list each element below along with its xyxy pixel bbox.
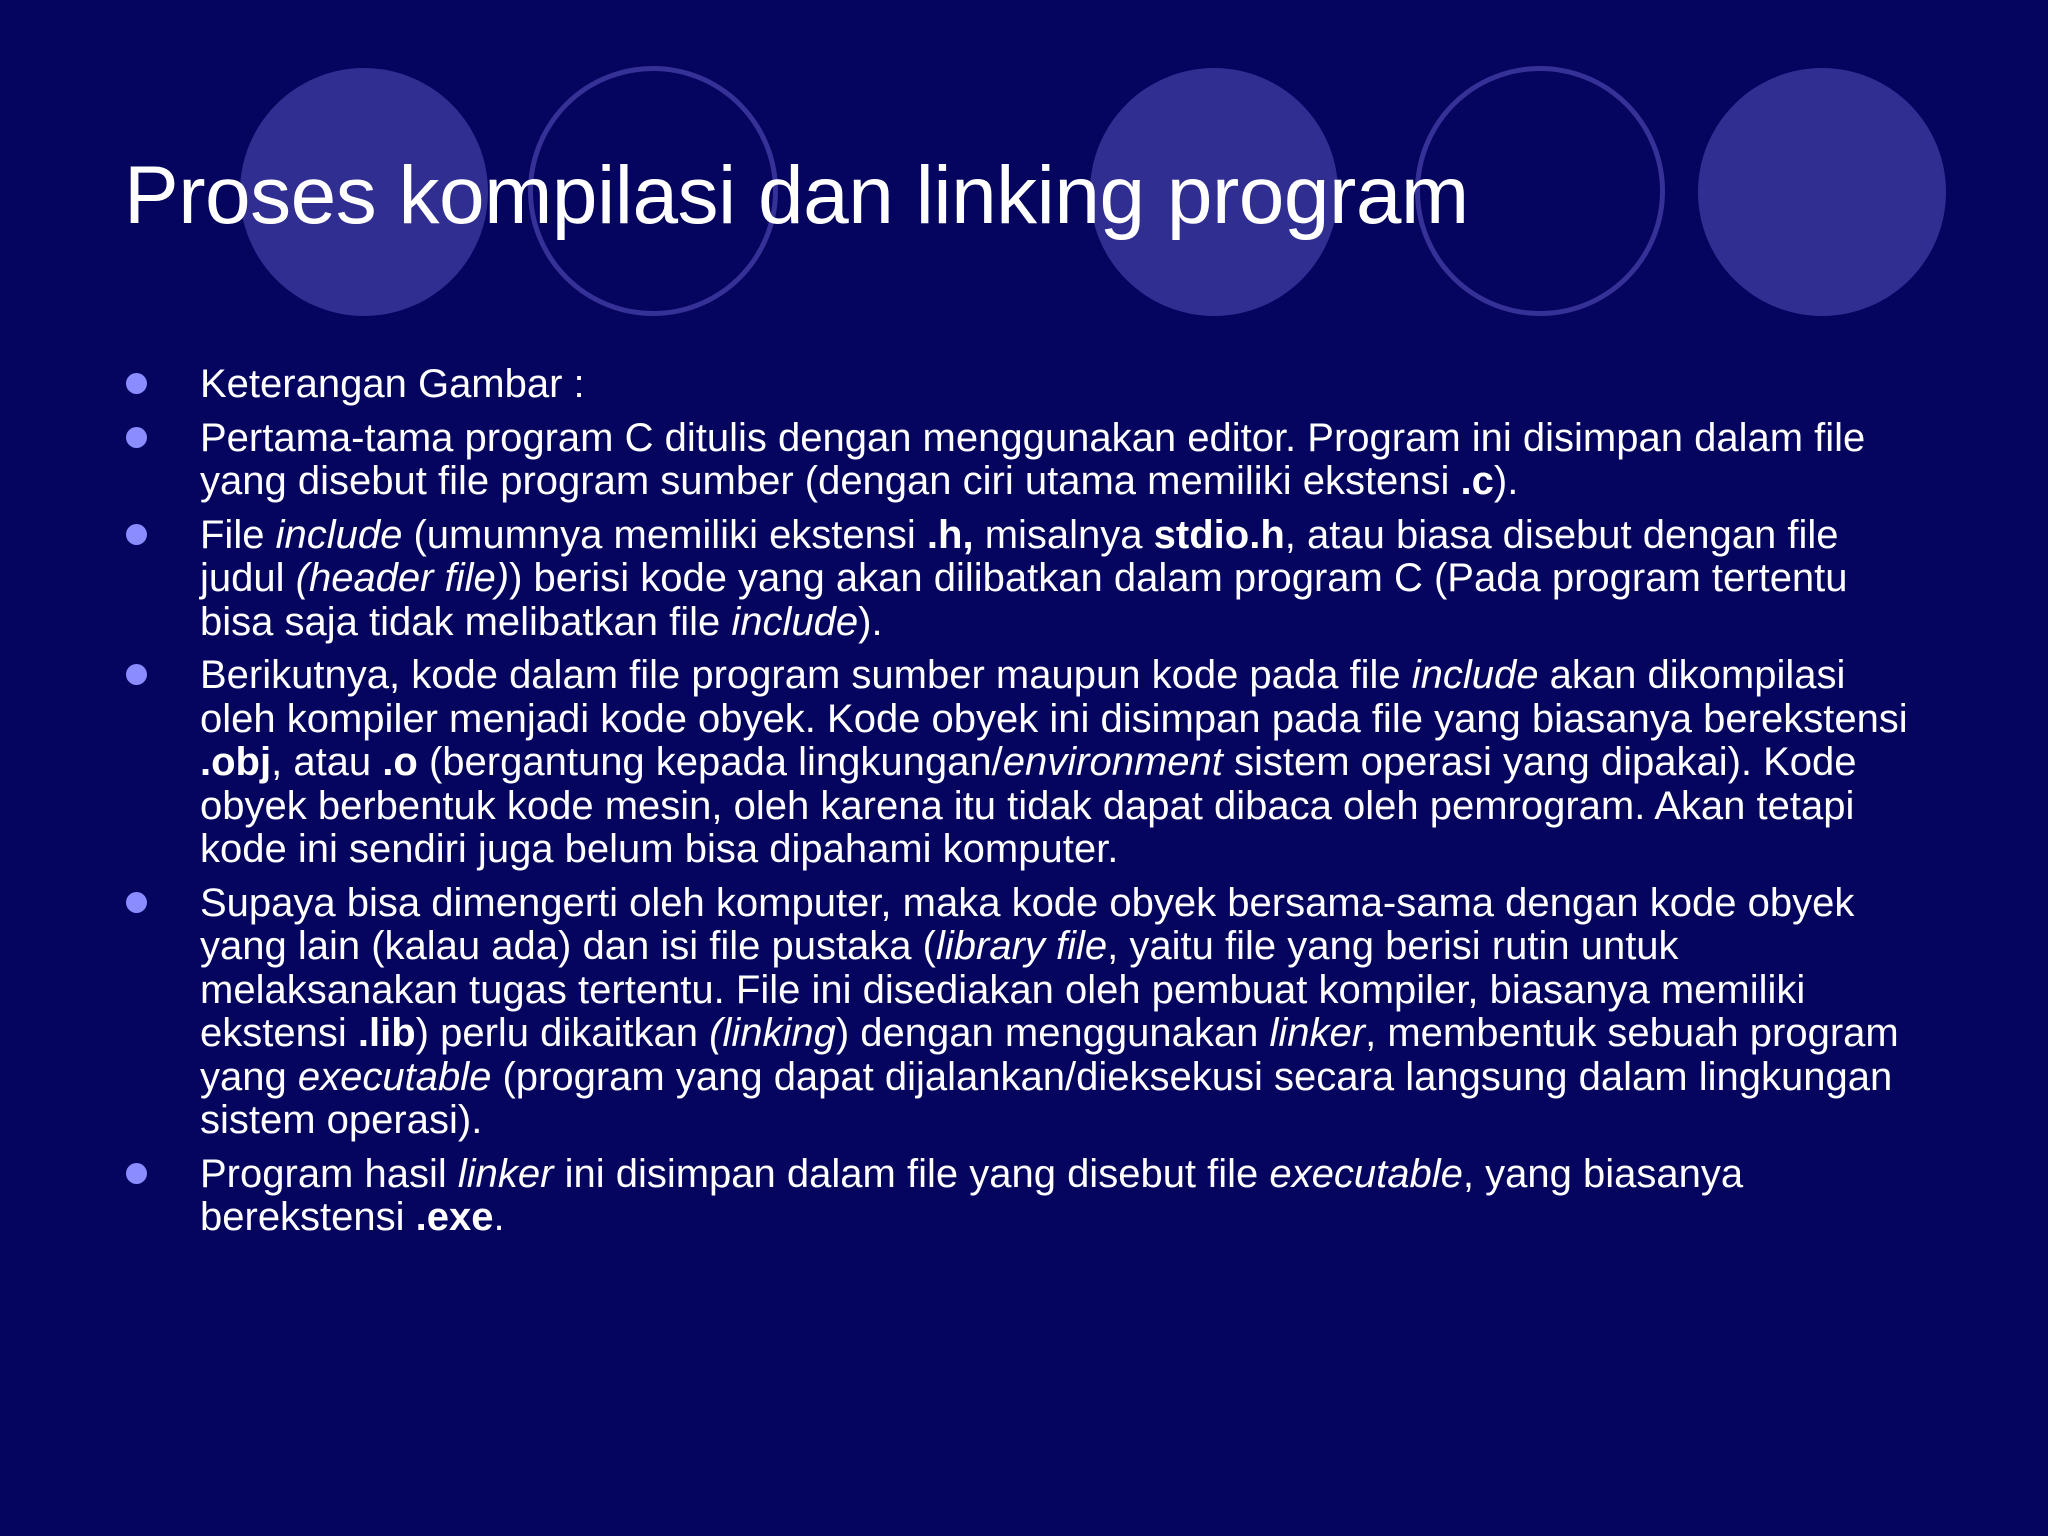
bullet-text-segment: executable xyxy=(1269,1151,1463,1196)
bullet-text-segment: Keterangan Gambar : xyxy=(200,362,585,406)
bullet-text-segment: (linking xyxy=(709,1011,836,1055)
bullet-text-segment: misalnya xyxy=(973,512,1154,557)
bullet-text-segment: library file xyxy=(935,924,1108,968)
bullet-text-segment: (header file) xyxy=(295,556,510,600)
bullet-text-segment: include xyxy=(275,512,403,557)
bullet-item xyxy=(124,1153,1924,1240)
bullet-text-segment: (bergantung kepada lingkungan/ xyxy=(417,740,1003,784)
bullet-text-segment: executable xyxy=(297,1054,492,1099)
bullet-text-segment: .exe xyxy=(415,1195,494,1239)
bullet-dot-icon xyxy=(126,427,147,448)
bullet-list xyxy=(124,363,1924,1250)
bullet-text-segment: .obj xyxy=(200,740,272,784)
bullet-dot-icon xyxy=(126,892,147,913)
bullet-text-segment: Pertama-tama program C ditulis dengan menggunakan editor. Program ini disimpan dalam file yang disebut file program sumber (dengan ciri utama memiliki ekstensi xyxy=(200,415,1866,503)
bullet-text-segment: .h, xyxy=(926,512,974,557)
bullet-text-segment: (program yang dapat dijalankan/dieksekusi secara langsung dalam lingkungan sistem operasi). xyxy=(200,1054,1893,1142)
bullet-dot-icon xyxy=(126,373,147,394)
bullet-text-segment: .o xyxy=(382,740,418,784)
bullet-dot-icon xyxy=(126,1163,147,1184)
bullet-dot-icon xyxy=(126,664,147,685)
bullet-item xyxy=(124,514,1924,645)
bullet-text-segment: Program hasil xyxy=(200,1151,458,1196)
bullet-text-segment: ) dengan menggunakan xyxy=(835,1011,1270,1055)
bullet-text-segment: environment xyxy=(1002,740,1223,784)
bullet-text-segment: , atau xyxy=(271,740,383,784)
bullet-text-segment: ini disimpan dalam file yang disebut file xyxy=(553,1151,1270,1196)
bullet-text-segment: include xyxy=(1411,653,1539,697)
bullet-text-segment: Berikutnya, kode dalam file program sumber maupun kode pada file xyxy=(200,653,1412,697)
bullet-text-segment: include xyxy=(731,599,859,644)
bullet-text-segment: ). xyxy=(1493,459,1519,503)
bullet-text-segment: . xyxy=(493,1195,505,1239)
bullet-item xyxy=(124,417,1924,504)
bullet-text-segment: linker xyxy=(1269,1011,1366,1055)
bullet-text-segment: stdio.h xyxy=(1153,512,1285,557)
decorative-circle-3 xyxy=(1698,68,1946,316)
bullet-text-segment: linker xyxy=(457,1151,554,1196)
bullet-text-segment: , membentuk sebuah program yang xyxy=(200,1011,1899,1099)
bullet-item xyxy=(124,654,1924,872)
bullet-text-segment: ). xyxy=(858,599,883,644)
bullet-text-segment: sistem operasi yang dipakai). Kode obyek berbentuk kode mesin, oleh karena itu tidak dapat dibaca oleh pemrogram. Akan tetapi kode ini sendiri juga belum bisa dipahami komputer. xyxy=(200,740,1857,871)
bullet-dot-icon xyxy=(126,524,147,545)
bullet-text-segment: akan dikompilasi oleh kompiler menjadi kode obyek. Kode obyek ini disimpan pada file yang biasanya berekstensi xyxy=(200,653,1908,741)
bullet-text-segment: File xyxy=(200,512,276,557)
bullet-text-segment: ) perlu dikaitkan xyxy=(415,1011,710,1055)
bullet-text-segment: (umumnya memiliki ekstensi xyxy=(402,512,927,557)
slide-title: Proses kompilasi dan linking program xyxy=(124,150,1469,241)
bullet-text-segment: , yaitu file yang berisi rutin untuk melaksanakan tugas tertentu. File ini disediakan oleh pembuat kompiler, biasanya memiliki ekstensi xyxy=(200,924,1806,1055)
bullet-item xyxy=(124,882,1924,1143)
bullet-text-segment: ) berisi kode yang akan dilibatkan dalam program C (Pada program tertentu bisa saja tidak melibatkan file xyxy=(200,556,1848,644)
bullet-text-segment: , yang biasanya berekstensi xyxy=(200,1151,1744,1239)
bullet-text-segment: , atau biasa disebut dengan file judul xyxy=(200,512,1839,600)
bullet-text-segment: .lib xyxy=(357,1011,416,1055)
bullet-text-segment: Supaya bisa dimengerti oleh komputer, maka kode obyek bersama-sama dengan kode obyek yang lain (kalau ada) dan isi file pustaka ( xyxy=(200,880,1855,968)
bullet-item xyxy=(124,363,1924,407)
bullet-text-segment: .c xyxy=(1460,459,1494,503)
